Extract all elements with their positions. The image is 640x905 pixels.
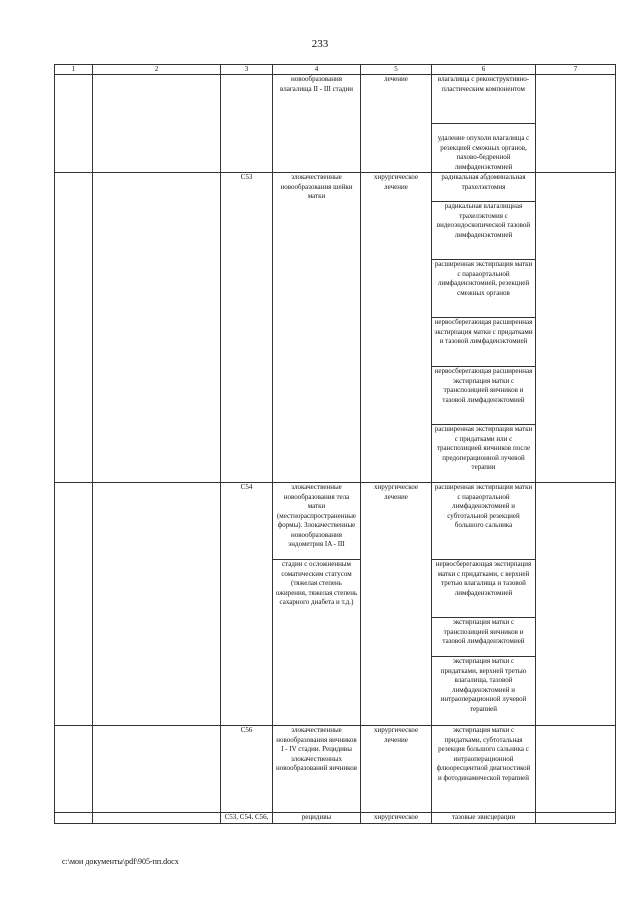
cell-empty <box>93 75 221 173</box>
treatment-cell: лечение <box>361 75 432 173</box>
header-cell: 1 <box>55 65 93 75</box>
page-number: 233 <box>311 38 329 50</box>
cell-empty <box>55 483 93 726</box>
method-cell: экстирпация матки с придатками, субтотальная резекция большого сальника с интраоперационной флюоресцентной диагностикой и фотодинамической терапией <box>432 726 536 813</box>
cell-empty <box>55 173 93 483</box>
cell-empty <box>221 75 273 173</box>
treatment-cell: хирургическое лечение <box>361 483 432 726</box>
code-cell: C53 <box>221 173 273 483</box>
table-row <box>55 75 616 124</box>
code-cell: C56 <box>221 726 273 813</box>
cell-empty <box>93 483 221 726</box>
diagnosis-cell: стадии с осложненным соматическим статусом (тяжелая степень ожирения, тяжелая степень сахарного диабета и т.д.) <box>273 560 361 726</box>
treatment-cell: хирургическое <box>361 813 432 824</box>
file-path-footer: c:\мои документы\pdf\905-пп.docx <box>62 857 179 866</box>
method-cell: экстирпация матки с транспозицией яичников и тазовой лимфаденэктомией <box>432 618 536 657</box>
cell-empty <box>536 483 616 726</box>
cell-empty <box>536 813 616 824</box>
code-cell: C53, C54, C56, <box>221 813 273 824</box>
cell-empty <box>55 813 93 824</box>
header-cell: 5 <box>361 65 432 75</box>
cell-empty <box>55 726 93 813</box>
header-cell: 2 <box>93 65 221 75</box>
table-row <box>55 483 616 560</box>
header-cell: 4 <box>273 65 361 75</box>
method-cell: расширенная экстирпация матки с придатками или с транспозицией яичников после предоперационной лучевой терапии <box>432 425 536 483</box>
cell-empty <box>536 726 616 813</box>
table-row <box>55 726 616 813</box>
diagnosis-cell: рецидивы <box>273 813 361 824</box>
method-cell: расширенная экстирпация матки с парааортальной лимфаденэктомией, резекцией смежных органов <box>432 260 536 318</box>
code-cell: C54 <box>221 483 273 726</box>
header-cell: 7 <box>536 65 616 75</box>
table-row <box>55 173 616 202</box>
method-cell: радикальная абдоминальная трахелэктомия <box>432 173 536 202</box>
diagnosis-cell: новообразования влагалища II - III стадии <box>273 75 361 173</box>
table-row <box>55 813 616 824</box>
cell-empty <box>93 813 221 824</box>
method-cell: нервосберегающая экстирпация матки с придатками, с верхней третью влагалища и тазовой лимфаденэктомией <box>432 560 536 618</box>
cell-empty <box>93 173 221 483</box>
header-cell: 3 <box>221 65 273 75</box>
treatment-cell: хирургическое лечение <box>361 726 432 813</box>
method-cell: тазовые эвисцерации <box>432 813 536 824</box>
method-cell: экстирпация матки с придатками, верхней третью влагалища, тазовой лимфаденэктомией и интраоперационной лучевой терапией <box>432 657 536 726</box>
method-cell: влагалища с реконструктивно-пластическим компонентом <box>432 75 536 124</box>
method-cell: нервосберегающая расширенная экстирпация матки с транспозицией яичников и тазовой лимфаденэктомией <box>432 367 536 425</box>
header-cell: 6 <box>432 65 536 75</box>
treatment-cell: хирургическое лечение <box>361 173 432 483</box>
cell-empty <box>93 726 221 813</box>
cell-empty <box>536 173 616 483</box>
diagnosis-cell: злокачественные новообразования яичников I - IV стадии. Рецидивы злокачественных новообразований яичников <box>273 726 361 813</box>
medical-procedures-table <box>54 64 616 824</box>
diagnosis-cell: злокачественные новообразования шейки матки <box>273 173 361 483</box>
method-cell: нервосберегающая расширенная экстирпация матки с придатками и тазовой лимфаденэктомией <box>432 318 536 367</box>
method-cell: радикальная влагалищная трахелэктомия с видеоэндоскопической тазовой лимфаденэктомией <box>432 202 536 260</box>
header-row <box>55 65 616 75</box>
method-cell: расширенная экстирпация матки с парааортальной лимфаденэктомией и субтотальной резекцией большого сальника <box>432 483 536 560</box>
cell-empty <box>55 75 93 173</box>
diagnosis-cell: злокачественные новообразования тела матки (местнораспространенные формы). Злокачественные новообразования эндометрия IA - III <box>273 483 361 560</box>
method-cell: удаление опухоли влагалища с резекцией смежных органов, пахово-бедренной лимфаденэктомией <box>432 124 536 173</box>
cell-empty <box>536 75 616 173</box>
